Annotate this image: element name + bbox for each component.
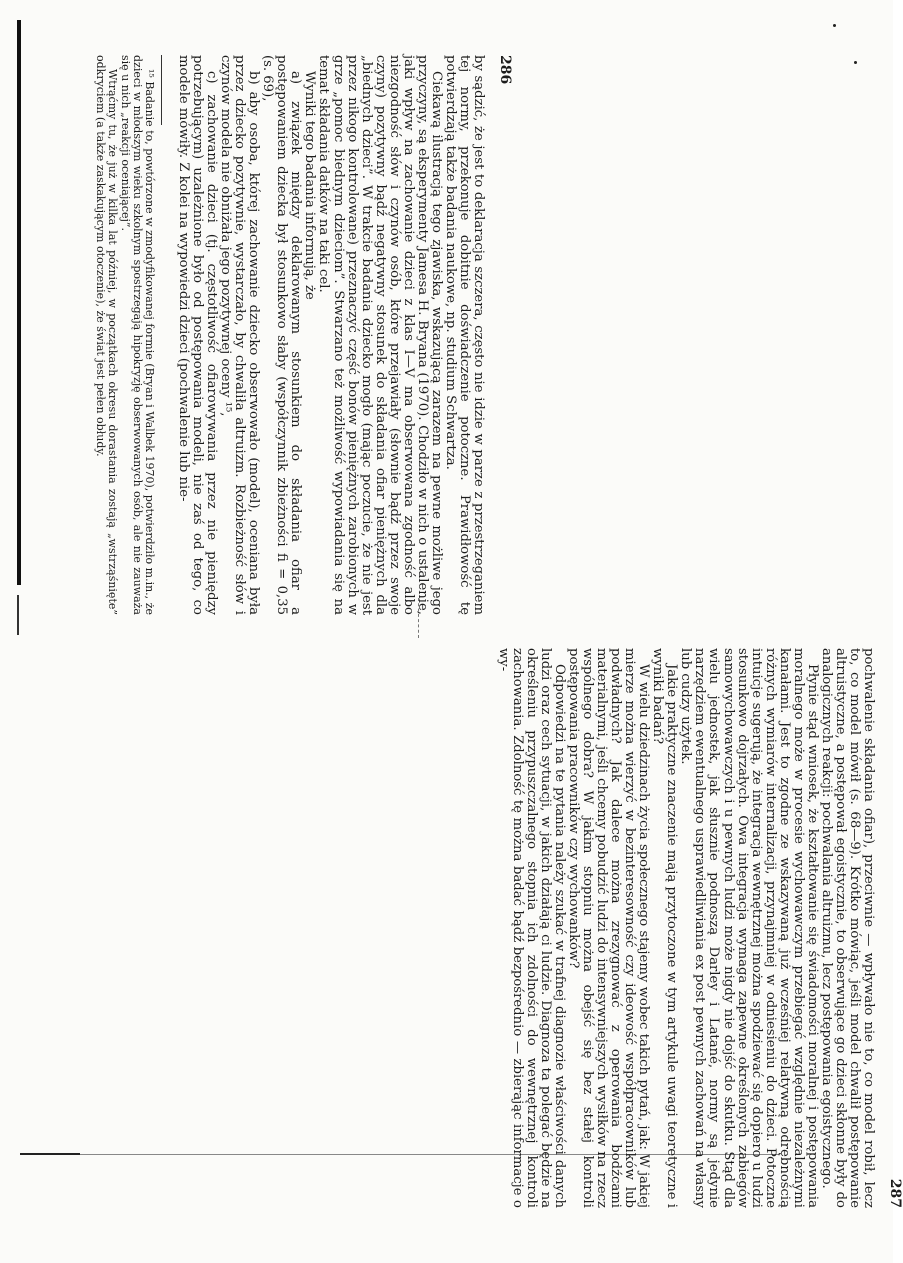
footnote-divider (161, 55, 162, 125)
paragraph: Jakie praktyczne znaczenie mają przytoczone w tym artykule uwagi teoretyczne i wyniki badań? (650, 648, 680, 1208)
paragraph: Wyniki tego badania informują, że (302, 71, 318, 300)
paragraph: W wielu dziedzinach życia społecznego stajemy wobec takich pytań, jak: W jakiej mierze można wierzyć w bezinteresowność czy ideowość współpracowników lub podwładnych? Jak dalece można zrezygnować z operowania bodźcami materialnymi, jeśli chcemy pobudzić ludzi do intensywniejszych wysiłków na rzecz wspólnego dobra? W jakim stopniu można obejść się bez stałej kontroli postępowania pracowników czy wychowanków? (566, 648, 652, 1208)
page-number: 287 (887, 1178, 903, 1208)
paragraph: b) aby osoba, której zachowanie dziecko obserwowało (model), oceniana była przez dziecko pozytywnie, wystarczało, by chwaliła altruizm. Rozbieżność słów i czynów modela nie obniżała jego pozytywnej oceny ¹⁵, (218, 55, 262, 615)
scan-edge-shadow (17, 20, 21, 585)
scan-edge-bottom-mark (20, 1153, 80, 1155)
dust-speck (833, 24, 836, 27)
paragraph: a) związek między deklarowanym stosunkiem do składania ofiar a postępowaniem dziecka był stosunkowo słaby (współczynnik zbieżności fi = 0,35 (s. 69), (260, 55, 304, 615)
page-number: 286 (497, 55, 513, 85)
footnote: Wtrąćmy tu, że już w kilka lat później, w początkach okresu dorastania zostają „wstrząśnięte” odkryciem (a także zaskakującym otoczenie), że świat jest pełen obłudy. (94, 55, 120, 615)
paragraph: pochwalenie składania ofiar), przeciwnie — wpływało nie to, co model robił, lecz to, co model mówił (s. 68—9). Krótko mówiąc, jeśli model chwalił postępowanie altruistyczne, a postępował egoistycznie, to obserwujące go dzieci skłonne były do analogicznych reakcji: pochwalania altruizmu, lecz postępowania egoistycznego. (818, 648, 876, 1208)
paragraph: Ciekawą ilustracją tego zjawiska, wskazującą zarazem na pewne możliwe jego przyczyny, są eksperymenty Jamesa H. Bryana (1970). Chodziło w nich o ustalenie, jaki wpływ na zachowanie dzieci z klas I—V ma obserwowana zgodność albo niezgodność słów i czynów osób, które przejawiały (słownie bądź przez swoje czyny) pozytywny bądź negatywny stosunek do składania ofiar pieniężnych dla „biednych dzieci”. W trakcie badania dziecko mogło (mając poczucie, że nie jest przez nikogo kontrolowane) przeznaczyć część bonów pieniężnych zarobionych w grze „pomoc biednym dzieciom”. Stwarzano też możliwość wypowiadania się na temat składania datków na taki cel. (316, 55, 444, 615)
dust-speck (854, 61, 857, 64)
paragraph: by sądzić, że jest to deklaracja szczera, często nie idzie w parze z przestrzeganiem tej normy, przekonuje dobitnie doświadczenie potoczne. Prawidłowość tę potwierdzają także badania naukowe, np. studium Schwartza. (442, 55, 486, 615)
paragraph: Płynie stąd wniosek, że kształtowanie się świadomości moralnej i postępowania moralnego może w procesie wychowawczym przebiegać względnie niezależnymi kanałami. Jest to zgodne ze wskazywaną już wcześniej relatywną odrębnością różnych wymiarów internalizacji, przynajmniej w odniesieniu do dzieci. Potoczne intuicje sugerują, że integracja wewnętrznej można spodziewać się dopiero u ludzi stosunkowo dojrzałych. Owa integracja wymaga zapewne określonych zabiegów samowychowawczych i u pewnych ludzi może nigdy nie dojść do skutku. Stąd dla wielu jednostek, jak słusznie podnoszą Darley i Latané, normy są jedynie narzędziem ewentualnego usprawiedliwiania ex post pewnych zachowań na własny lub cudzy użytek. (678, 648, 820, 1208)
paragraph: Odpowiedzi na te pytania należy szukać w trafnej diagnozie właściwości danych ludzi oraz cech sytuacji, w jakich działają ci ludzie. Diagnoza ta polegać będzie na określeniu przypuszczalnego stopnia ich zdolności do wewnętrznej kontroli zachowania. Zdolność tę można badać bądź bezpośrednio — zbierając informacje o wy- (495, 648, 567, 1208)
scan-edge-shadow-lower (17, 595, 19, 635)
page-286 (85, 55, 513, 615)
page-287 (475, 648, 903, 1208)
paragraph: c) zachowanie dzieci (tj. częstotliwość ofiarowywania przez nie pieniędzy potrzebującym) uzależnione było od postępowania modeli, nie zaś od tego, co modele mówiły. Z kolei na wypowiedzi dzieci (pochwalenie lub nie- (176, 55, 220, 615)
footnote: ¹⁵ Badanie to, powtórzone w zmodyfikowanej formie (Bryan i Walbek 1970), potwierdziło m.in., że dzieci w młodszym wieku szkolnym spostrzegają hipokryzję obserwowanych osób, ale nie zauważa się u nich „reakcji oceniającej”. (118, 55, 156, 615)
